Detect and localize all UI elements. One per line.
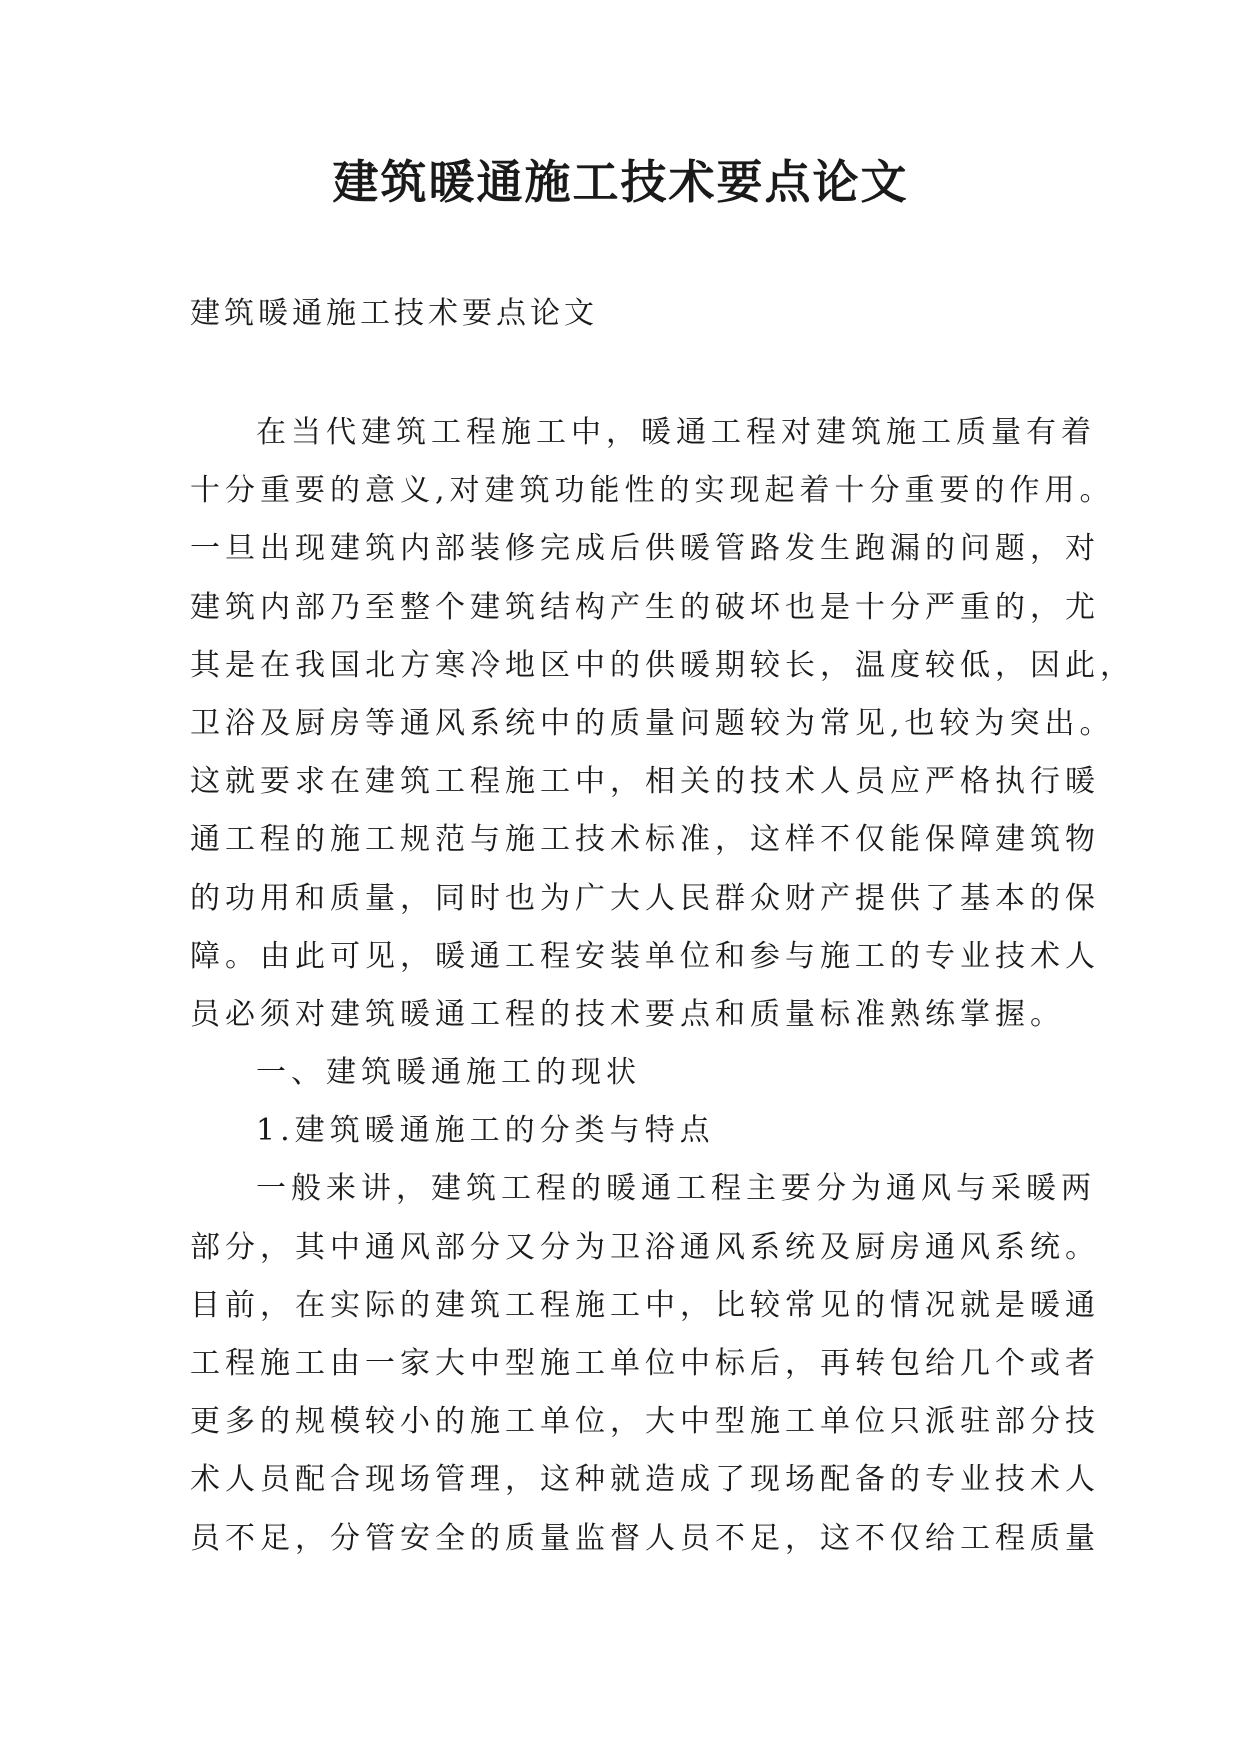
body-line: 其是在我国北方寒冷地区中的供暖期较长，温度较低，因此， bbox=[190, 647, 1135, 683]
body-line: 建筑内部乃至整个建筑结构产生的破坏也是十分严重的，尤 bbox=[190, 589, 1100, 625]
body-line: 目前，在实际的建筑工程施工中，比较常见的情况就是暖通 bbox=[190, 1287, 1100, 1323]
body-line: 员不足，分管安全的质量监督人员不足，这不仅给工程质量 bbox=[190, 1520, 1100, 1556]
body-line: 一、建筑暖通施工的现状 bbox=[256, 1055, 641, 1091]
document-body bbox=[190, 404, 1135, 1568]
body-line: 卫浴及厨房等通风系统中的质量问题较为常见,也较为突出。 bbox=[190, 705, 1115, 741]
body-line: 员必须对建筑暖通工程的技术要点和质量标准熟练掌握。 bbox=[190, 996, 1065, 1032]
body-line: 术人员配合现场管理，这种就造成了现场配备的专业技术人 bbox=[190, 1462, 1100, 1498]
body-line: 一般来讲，建筑工程的暖通工程主要分为通风与采暖两 bbox=[256, 1171, 1096, 1207]
body-line: 十分重要的意义,对建筑功能性的实现起着十分重要的作用。 bbox=[190, 473, 1115, 509]
body-line: 部分，其中通风部分又分为卫浴通风系统及厨房通风系统。 bbox=[190, 1229, 1100, 1265]
body-line: 在当代建筑工程施工中，暖通工程对建筑施工质量有着 bbox=[256, 415, 1096, 450]
body-line: 1.建筑暖通施工的分类与特点 bbox=[256, 1113, 715, 1149]
body-line: 工程施工由一家大中型施工单位中标后，再转包给几个或者 bbox=[190, 1346, 1100, 1381]
body-line: 这就要求在建筑工程施工中，相关的技术人员应严格执行暖 bbox=[190, 764, 1100, 800]
body-line: 一旦出现建筑内部装修完成后供暖管路发生跑漏的问题，对 bbox=[190, 531, 1100, 567]
body-line: 更多的规模较小的施工单位，大中型施工单位只派驻部分技 bbox=[190, 1404, 1100, 1440]
document-subtitle: 建筑暖通施工技术要点论文 bbox=[190, 296, 598, 331]
body-line: 障。由此可见，暖通工程安装单位和参与施工的专业技术人 bbox=[190, 938, 1100, 974]
body-line: 的功用和质量，同时也为广大人民群众财产提供了基本的保 bbox=[190, 880, 1100, 916]
body-line: 通工程的施工规范与施工技术标准，这样不仅能保障建筑物 bbox=[190, 822, 1100, 858]
document-title: 建筑暖通施工技术要点论文 bbox=[332, 155, 909, 209]
